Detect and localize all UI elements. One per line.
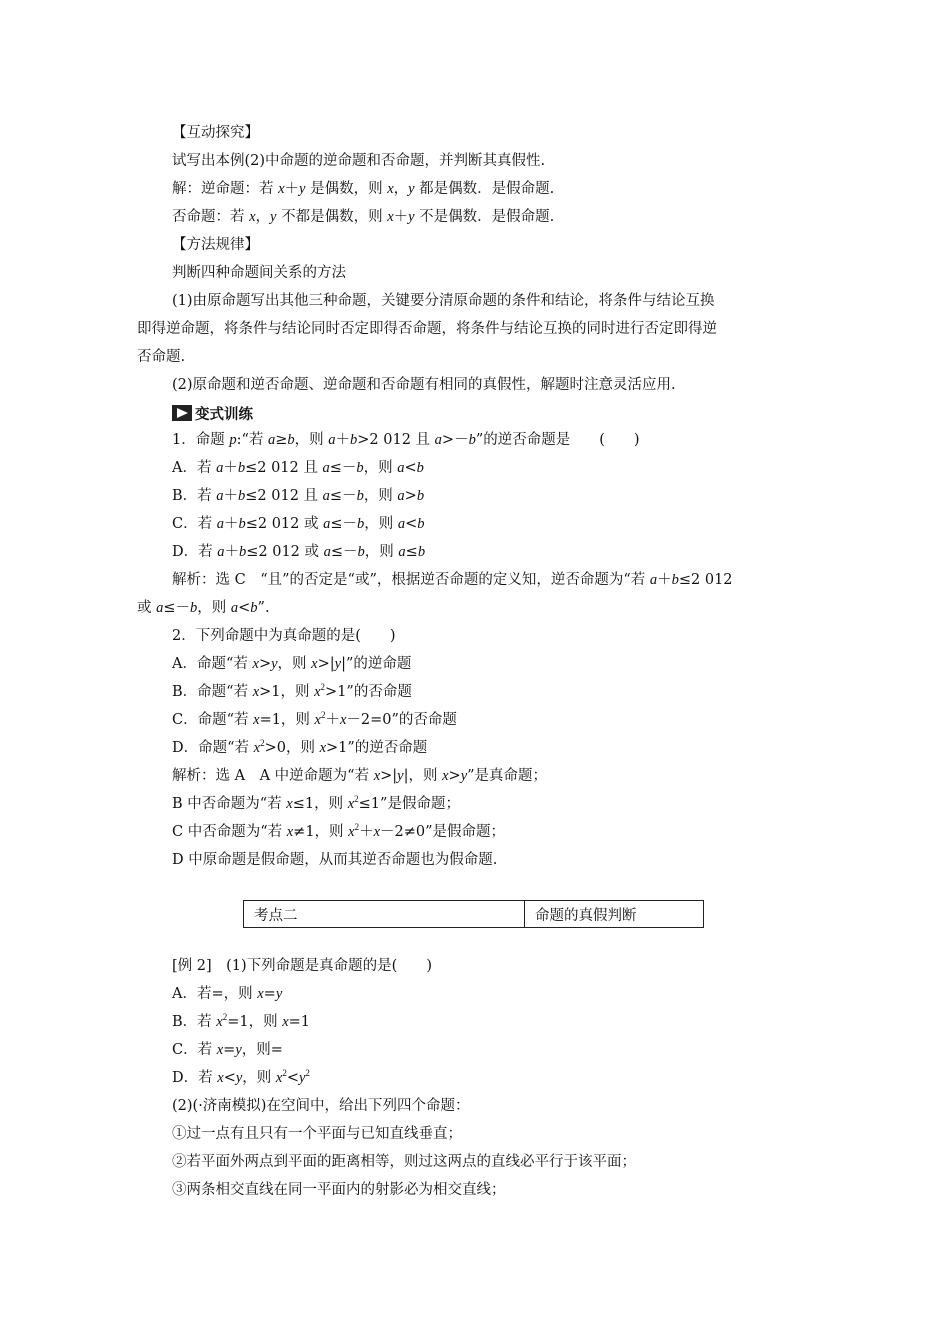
method-point-2: (2)原命题和逆否命题、逆命题和否命题有相同的真假性，解题时注意灵活应用.	[172, 377, 676, 393]
answer-inverse: 否命题：若 x，y 不都是偶数，则 x＋y 不是偶数．是假命题.	[172, 209, 555, 225]
method-point-1c: 否命题.	[137, 349, 186, 365]
exercise-1-option-b: B．若 a＋b≤2 012 且 a≤－b，则 a>b	[172, 488, 425, 504]
proposition-3: ③两条相交直线在同一平面内的射影必为相交直线；	[172, 1182, 506, 1198]
answer-converse: 解：逆命题：若 x＋y 是偶数，则 x，y 都是偶数．是假命题.	[172, 181, 555, 197]
proposition-2: ②若平面外两点到平面的距离相等，则过这两点的直线必平行于该平面；	[172, 1154, 636, 1170]
example-2-option-a: A．若=，则 x=y	[172, 986, 283, 1002]
play-triangle-icon	[172, 405, 192, 421]
exercise-2-analysis-a: 解析：选 A A 中逆命题为“若 x>|y|，则 x>y”是真命题；	[172, 768, 548, 784]
exercise-2-analysis-c: C 中否命题为“若 x≠1，则 $x^2+x-2\ne 0$”是假命题；	[172, 822, 506, 840]
topic-cell-left: 考点二	[244, 901, 525, 927]
exercise-2-analysis-d: D 中原命题是假命题，从而其逆否命题也为假命题.	[172, 852, 498, 868]
exercise-1-option-a: A．若 a＋b≤2 012 且 a≤－b，则 a<b	[172, 460, 424, 476]
example-2-heading: [例 2] (1)下列命题是真命题的是( )	[172, 958, 433, 974]
exercise-2-option-b: B．命题“若 x>1，则 $x^2>1$”的否命题	[172, 682, 412, 700]
method-heading: 【方法规律】	[172, 237, 259, 253]
variant-training-label: 变式训练	[195, 406, 253, 423]
variant-training-bar	[172, 403, 253, 423]
topic-cell-right: 命题的真假判断	[535, 908, 637, 924]
exercise-1-analysis-a: 解析：选 C “且”的否定是“或”，根据逆否命题的定义知，逆否命题为“若 a＋b≤2 012	[172, 572, 733, 588]
exercise-2-analysis-b: B 中否命题为“若 x≤1，则 $x^2\le 1$”是假命题；	[172, 794, 460, 812]
exercise-1-question: 1．命题 p:“若 a≥b，则 a＋b>2 012 且 a>－b”的逆否命题是 ( )	[172, 432, 640, 448]
exercise-1-analysis-b: 或 a≤－b，则 a<b”.	[137, 600, 270, 616]
example-2-option-d: D．若 x<y，则 $x^2<y^2$	[172, 1068, 310, 1086]
proposition-1: ①过一点有且只有一个平面与已知直线垂直；	[172, 1126, 462, 1142]
example-2-option-c: C．若 x=y，则=	[172, 1042, 283, 1058]
method-point-1b: 即得逆命题，将条件与结论同时否定即得否命题，将条件与结论互换的同时进行否定即得逆	[137, 321, 717, 337]
exercise-1-option-c: C．若 a＋b≤2 012 或 a≤－b，则 a<b	[172, 516, 425, 532]
exercise-2-option-d: D．命题“若 $x^2>0$，则 x>1”的逆否命题	[172, 738, 428, 756]
exercise-2-option-a: A．命题“若 x>y，则 x>|y|”的逆命题	[172, 656, 412, 672]
exercise-2-option-c: C．命题“若 x=1，则 $x^2+x-2=0$”的否命题	[172, 710, 457, 728]
topic-table	[243, 900, 704, 928]
question-line: 试写出本例(2)中命题的逆命题和否命题，并判断其真假性.	[172, 153, 546, 169]
example-2-part-2: (2)(·济南模拟)在空间中，给出下列四个命题：	[172, 1098, 470, 1114]
example-2-option-b: B．若 $x^2=1$，则 x=1	[172, 1012, 310, 1030]
method-point-1a: (1)由原命题写出其他三种命题，关键要分清原命题的条件和结论，将条件与结论互换	[172, 293, 715, 309]
exercise-1-option-d: D．若 a＋b≤2 012 或 a≤－b，则 a≤b	[172, 544, 426, 560]
exercise-2-question: 2．下列命题中为真命题的是( )	[172, 628, 396, 644]
interactive-heading: 【互动探究】	[172, 125, 259, 141]
method-title: 判断四种命题间关系的方法	[172, 265, 346, 281]
